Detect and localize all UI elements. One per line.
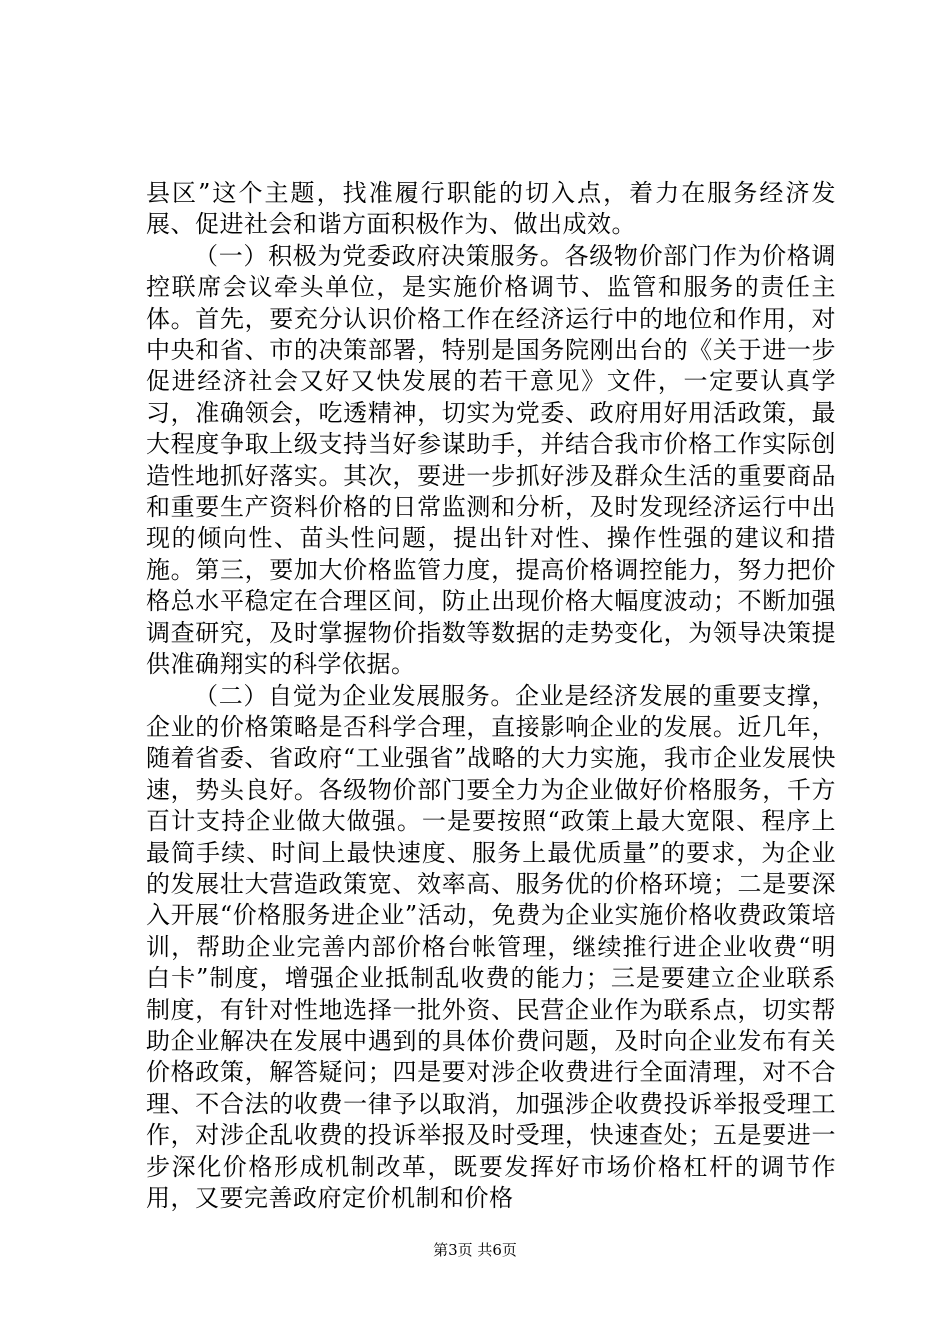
paragraph-2: （一）积极为党委政府决策服务。各级物价部门作为价格调控联席会议牵头单位，是实施价格调节、监管和服务的责任主体。首先，要充分认识价格工作在经济运行中的地位和作用，对中央和省、市的决策部署，特别是国务院刚出台的《关于进一步促进经济社会又好又快发展的若干意见》文件，一定要认真学习，准确领会，吃透精神，切实为党委、政府用好用活政策，最大程度争取上级支持当好参谋助手，并结合我市价格工作实际创造性地抓好落实。其次，要进一步抓好涉及群众生活的重要商品和重要生产资料价格的日常监测和分析，及时发现经济运行中出现的倾向性、苗头性问题，提出针对性、操作性强的建议和措施。第三，要加大价格监管力度，提高价格调控能力，努力把价格总水平稳定在合理区间，防止出现价格大幅度波动；不断加强调查研究，及时掌握物价指数等数据的走势变化，为领导决策提供准确翔实的科学依据。 <box>146 241 836 679</box>
paragraph-3: （二）自觉为企业发展服务。企业是经济发展的重要支撑，企业的价格策略是否科学合理，直接影响企业的发展。近几年，随着省委、省政府“工业强省”战略的大力实施，我市企业发展快速，势头良好。各级物价部门要全力为企业做好价格服务，千方百计支持企业做大做强。一是要按照“政策上最大宽限、程序上最简手续、时间上最快速度、服务上最优质量”的要求，为企业的发展壮大营造政策宽、效率高、服务优的价格环境；二是要深入开展“价格服务进企业”活动，免费为企业实施价格收费政策培训，帮助企业完善内部价格台帐管理，继续推行进企业收费“明白卡”制度，增强企业抵制乱收费的能力；三是要建立企业联系制度，有针对性地选择一批外资、民营企业作为联系点，切实帮助企业解决在发展中遇到的具体价费问题，及时向企业发布有关价格政策，解答疑问；四是要对涉企收费进行全面清理，对不合理、不合法的收费一律予以取消，加强涉企收费投诉举报受理工作，对涉企乱收费的投诉举报及时受理，快速查处；五是要进一步深化价格形成机制改革，既要发挥好市场价格杠杆的调节作用，又要完善政府定价机制和价格 <box>146 681 836 1212</box>
page-number-footer: 第3页 共6页 <box>433 1241 517 1259</box>
document-body <box>146 178 836 1214</box>
paragraph-1: 县区”这个主题，找准履行职能的切入点，着力在服务经济发展、促进社会和谐方面积极作为、做出成效。 <box>146 179 836 239</box>
